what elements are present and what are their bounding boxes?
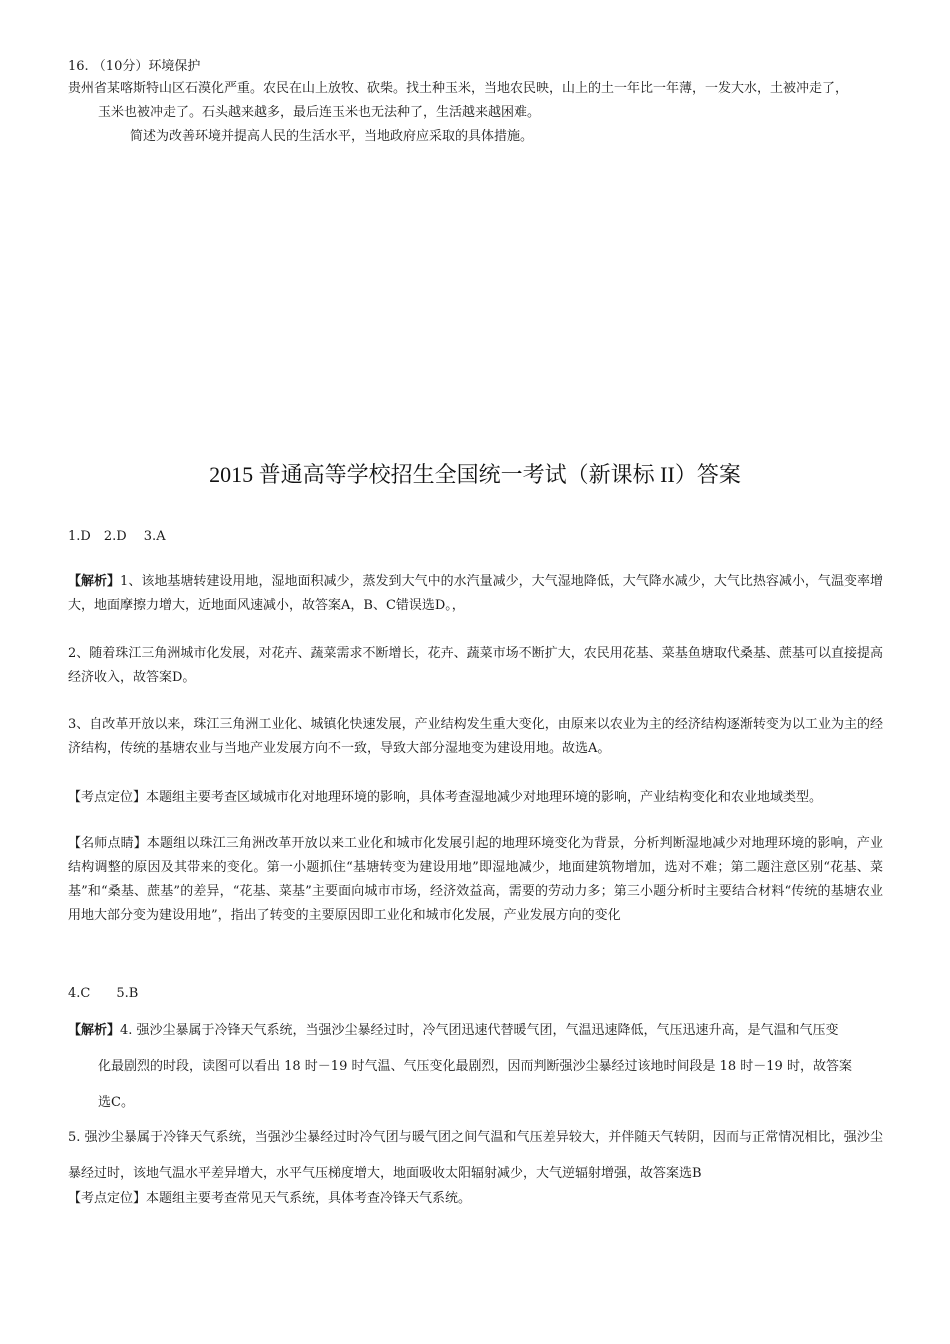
kaodian-tag: 【考点定位】 bbox=[68, 790, 147, 805]
question-header: 16. （10分）环境保护 bbox=[68, 59, 201, 74]
analysis-4 bbox=[68, 1013, 883, 1121]
analysis-4-line-1 bbox=[68, 1013, 883, 1049]
kaodian-tag-2: 【考点定位】 bbox=[68, 1191, 147, 1206]
kaodian-2-text: 本题组主要考查常见天气系统，具体考查冷锋天气系统。 bbox=[146, 1191, 472, 1206]
question-prompt: 简述为改善环境并提高人民的生活水平，当地政府应采取的具体措施。 bbox=[130, 129, 534, 144]
analysis-4-line-2: 化最剧烈的时段，读图可以看出 18 时－19 时气温、气压变化最剧烈，因而判断强沙尘暴经过该地时间段是 18 时－19 时，故答案 bbox=[98, 1059, 852, 1074]
mingshi-text: 本题组以珠江三角洲改革开放以来工业化和城市化发展引起的地理环境变化为背景，分析判断湿地减少对地理环境的影响，产业结构调整的原因及其带来的变化。第一小题抓住“基塘转变为建设用地”即湿地减少，地面建筑物增加，选对不难；第二题注意区别“花基、菜基”和“桑基、蔗基”的差异，“花基、菜基”主要面向城市市场，经济效益高，需要的劳动力多；第三小题分析时主要结合材料“传统的基塘农业用地大部分变为建设用地”，指出了转变的主要原因即工业化和城市化发展，产业发展方向的变化 bbox=[68, 836, 883, 923]
analysis-5: 5. 强沙尘暴属于冷锋天气系统，当强沙尘暴经过时冷气团与暖气团之间气温和气压差异较大，并伴随天气转阴，因而与正常情况相比，强沙尘暴经过时，该地气温水平差异增大，水平气压梯度增大，地面吸收太阳辐射减少，大气逆辐射增强，故答案选B bbox=[68, 1130, 883, 1181]
answers-title: 2015 普通高等学校招生全国统一考试（新课标 II）答案 bbox=[209, 462, 741, 487]
kaodian-2 bbox=[68, 1187, 883, 1211]
analysis-1-text: 1、该地基塘转建设用地，湿地面积减少，蒸发到大气中的水汽量减少，大气湿地降低，大气降水减少，大气比热容减小，气温变率增大，地面摩擦力增大，近地面风速减小，故答案A，B、C错误选D。， bbox=[68, 574, 883, 613]
analysis-3: 3、自改革开放以来，珠江三角洲工业化、城镇化快速发展，产业结构发生重大变化，由原来以农业为主的经济结构逐渐转变为以工业为主的经济结构，传统的基塘农业与当地产业发展方向不一致，导致大部分湿地变为建设用地。故选A。 bbox=[68, 717, 883, 756]
kaodian-1 bbox=[68, 786, 883, 810]
analysis-4-text-a: 4. 强沙尘暴属于冷锋天气系统，当强沙尘暴经过时，冷气团迅速代替暖气团，气温迅速降低，气压迅速升高，是气温和气压变 bbox=[120, 1023, 839, 1038]
analysis-1 bbox=[68, 570, 883, 618]
question-paragraph-1: 贵州省某喀斯特山区石漠化严重。农民在山上放牧、砍柴。找土种玉米，当地农民映，山上的土一年比一年薄，一发大水，土被冲走了， bbox=[68, 81, 849, 96]
question-paragraph-2: 玉米也被冲走了。石头越来越多，最后连玉米也无法种了，生活越来越困难。 bbox=[98, 105, 541, 120]
analysis-tag: 【解析】 bbox=[68, 574, 121, 589]
answer-key-row-1: 1.D 2.D 3.A bbox=[68, 529, 166, 544]
kaodian-1-text: 本题组主要考查区域城市化对地理环境的影响，具体考查湿地减少对地理环境的影响，产业结构变化和农业地域类型。 bbox=[146, 790, 823, 805]
answer-key-row-2: 4.C 5.B bbox=[68, 986, 139, 1001]
mingshi-tag: 【名师点睛】 bbox=[68, 836, 147, 851]
analysis-tag-2: 【解析】 bbox=[68, 1023, 121, 1038]
analysis-4-line-3: 选C。 bbox=[98, 1095, 134, 1110]
analysis-2: 2、随着珠江三角洲城市化发展，对花卉、蔬菜需求不断增长，花卉、蔬菜市场不断扩大，农民用花基、菜基鱼塘取代桑基、蔗基可以直接提高经济收入，故答案D。 bbox=[68, 646, 883, 685]
mingshi bbox=[68, 832, 883, 928]
